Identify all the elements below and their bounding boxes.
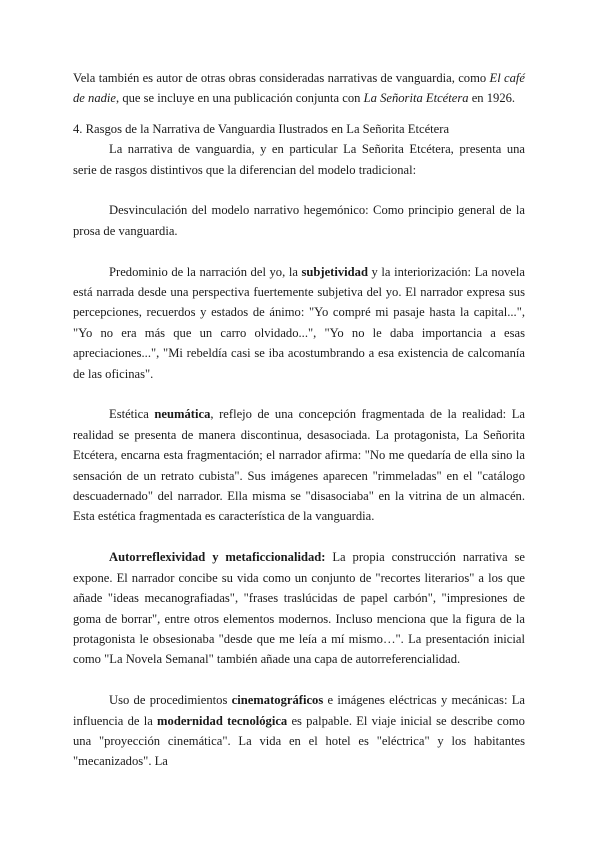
paragraph-trait-3	[73, 404, 525, 526]
text-run: Vela también es autor de otras obras consideradas narrativas de vanguardia, como	[73, 71, 490, 85]
text-run: y la interiorización: La novela está narrada desde una perspectiva fuertemente subjetiva del yo. El narrador expresa sus percepciones, recuerdos y estados de ánimo: "Yo compré mi pasaje hasta la capital...", "Yo no era más que un carro olvidado...", "Yo no le daba importancia a esas apreciaciones...", "Mi rebeldía casi se iba acostumbrando a esa existencia de calcomanía de las oficinas".	[73, 264, 525, 381]
work-title-senorita: La Señorita Etcétera	[363, 91, 469, 106]
spacer	[73, 241, 525, 261]
text-run: en 1926.	[468, 91, 516, 106]
paragraph-intro: La narrativa de vanguardia, y en particular La Señorita Etcétera, presenta una serie de rasgos distintivos que la diferencian del modelo tradicional:	[73, 142, 525, 177]
document-page	[73, 68, 525, 772]
paragraph-trait-4	[73, 547, 525, 669]
bold-term: modernidad tecnológica	[157, 713, 288, 728]
text-run: , reflejo de una concepción fragmentada de la realidad: La realidad se presenta de manera discontinua, desasociada. La protagonista, La Señorita Etcétera, encarna esta fragmentación; el narrador afirma: "No me quedaría de ella sino la sensación de un retrato cubista". Sus imágenes aparecen "rimmeladas" en el "catálogo descuadernado" del narrador. Ella misma se "disasociaba" en la vitrina de un almacén. Esta estética fragmentada es característica de la vanguardia.	[73, 407, 525, 524]
bold-term: cinematográficos	[231, 693, 324, 708]
paragraph-trait-1: Desvinculación del modelo narrativo hegemónico: Como principio general de la prosa de vanguardia.	[73, 203, 525, 238]
text-run: es palpable. El viaje inicial se describe como una "proyección cinemática". La vida en el hotel es "eléctrica" y los habitantes "mecanizados". La	[73, 713, 525, 769]
text-run: La propia construcción narrativa se expone. El narrador concibe su vida como un conjunto de "recortes literarios" a los que añade "ideas mecanografiadas", "frases traslúcidas de papel carbón", "impresiones de goma de borrar", entre otros elementos modernos. Incluso menciona que la figura de la protagonista le obsesionaba "desde que me leía a mí mismo…". La presentación inicial como "La Novela Semanal" también añade una capa de autorreferencialidad.	[73, 550, 525, 667]
bold-term: subjetividad	[301, 264, 368, 279]
bold-term: neumática	[154, 407, 211, 422]
spacer	[73, 384, 525, 404]
spacer	[73, 670, 525, 690]
bold-term: Autorreflexividad y metaficcionalidad:	[109, 550, 326, 565]
spacer	[73, 180, 525, 200]
spacer	[73, 109, 525, 119]
paragraph-trait-5	[73, 690, 525, 772]
paragraph-other-works	[73, 68, 525, 109]
paragraph-trait-2	[73, 262, 525, 384]
text-run: Predominio de la narración del yo, la	[109, 264, 302, 279]
text-run: Estética	[109, 407, 155, 422]
spacer	[73, 527, 525, 547]
section-heading: 4. Rasgos de la Narrativa de Vanguardia Ilustrados en La Señorita Etcétera	[73, 121, 450, 136]
text-run: , que se incluye en una publicación conjunta con	[116, 91, 364, 106]
work-title-cafe: El café de nadie	[73, 71, 525, 106]
text-run: Uso de procedimientos	[109, 693, 232, 708]
text-run: e imágenes eléctricas y mecánicas: La influencia de la	[73, 693, 525, 728]
